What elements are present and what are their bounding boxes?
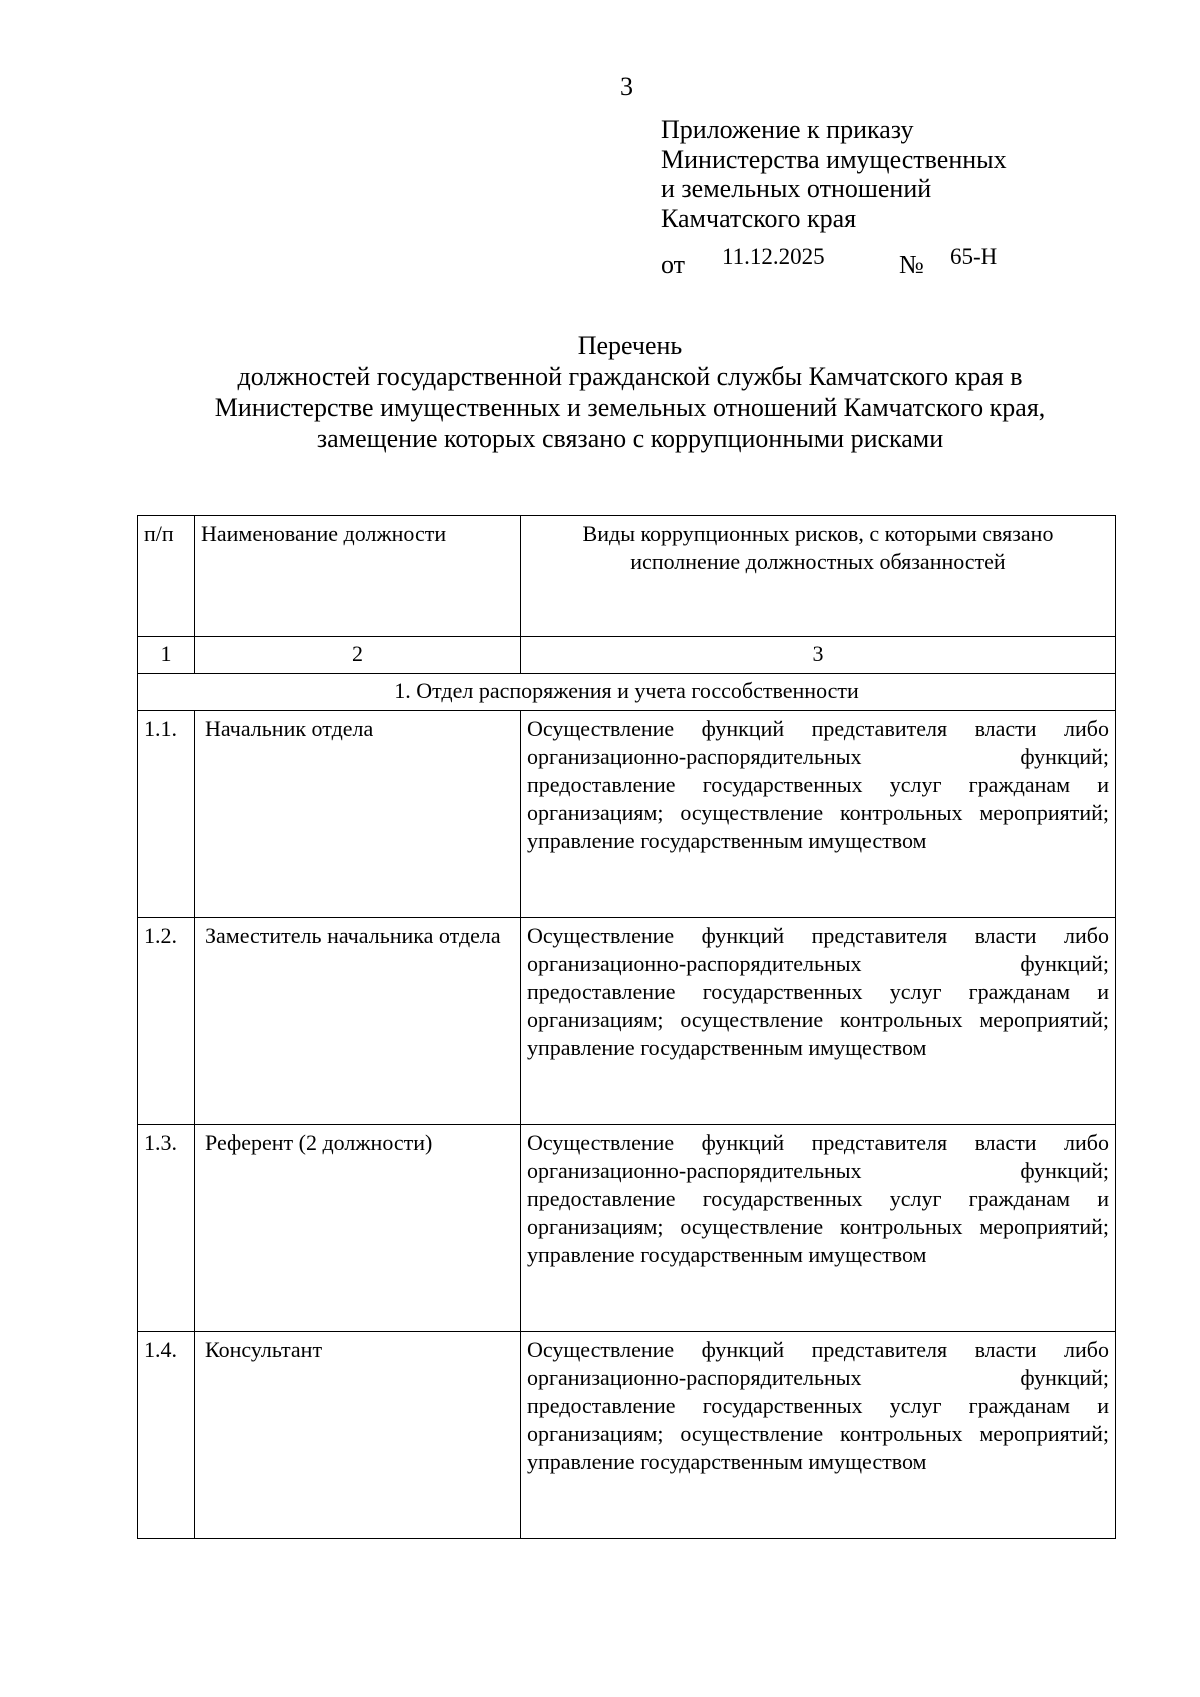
title-line: должностей государственной гражданской службы Камчатского края в [237,362,1023,391]
appendix-line: Камчатского края [661,203,857,233]
header-risks: Виды коррупционных рисков, с которыми связано исполнение должностных обязанностей [521,516,1116,637]
row-risks: Осуществление функций представителя власти либо организационно-распорядительных функций; предоставление государственных услуг гражданам и организациям; осуществление контрольных мероприятий; управление государственным имуществом [521,918,1116,1125]
order-from-label: от [661,250,686,279]
title-heading: Перечень [577,331,683,360]
document-title [0,330,1200,454]
table-row [138,1332,1116,1539]
row-position: Консультант [195,1332,521,1539]
title-line: замещение которых связано с коррупционными рисками [316,424,944,453]
row-risks: Осуществление функций представителя власти либо организационно-распорядительных функций; предоставление государственных услуг гражданам и организациям; осуществление контрольных мероприятий; управление государственным имуществом [521,1332,1116,1539]
appendix-block [661,115,1007,233]
row-number: 1.2. [138,918,195,1125]
row-position: Начальник отдела [195,711,521,918]
row-number: 1.3. [138,1125,195,1332]
order-number-label: № [899,250,924,279]
row-risks: Осуществление функций представителя власти либо организационно-распорядительных функций; предоставление государственных услуг гражданам и организациям; осуществление контрольных мероприятий; управление государственным имуществом [521,711,1116,918]
row-number: 1.4. [138,1332,195,1539]
section-title: 1. Отдел распоряжения и учета госсобственности [138,674,1116,711]
column-number: 3 [521,637,1116,674]
row-position: Референт (2 должности) [195,1125,521,1332]
appendix-line: Приложение к приказу [661,115,914,144]
title-line: Министерстве имущественных и земельных отношений Камчатского края, [214,393,1046,422]
table-row [138,918,1116,1125]
table-header-row [138,516,1116,637]
row-number: 1.1. [138,711,195,918]
header-number: п/п [138,516,195,637]
page-number: 3 [620,72,633,101]
section-row [138,674,1116,711]
appendix-line: Министерства имущественных [661,144,1007,174]
table-row [138,1125,1116,1332]
column-number-row [138,637,1116,674]
header-position: Наименование должности [195,516,521,637]
appendix-line: и земельных отношений [661,174,932,203]
row-position: Заместитель начальника отдела [195,918,521,1125]
column-number: 2 [195,637,521,674]
column-number: 1 [138,637,195,674]
positions-table [137,515,1116,1539]
order-date: 11.12.2025 [722,244,825,269]
order-number: 65-Н [950,244,998,269]
row-risks: Осуществление функций представителя власти либо организационно-распорядительных функций; предоставление государственных услуг гражданам и организациям; осуществление контрольных мероприятий; управление государственным имуществом [521,1125,1116,1332]
table-row [138,711,1116,918]
